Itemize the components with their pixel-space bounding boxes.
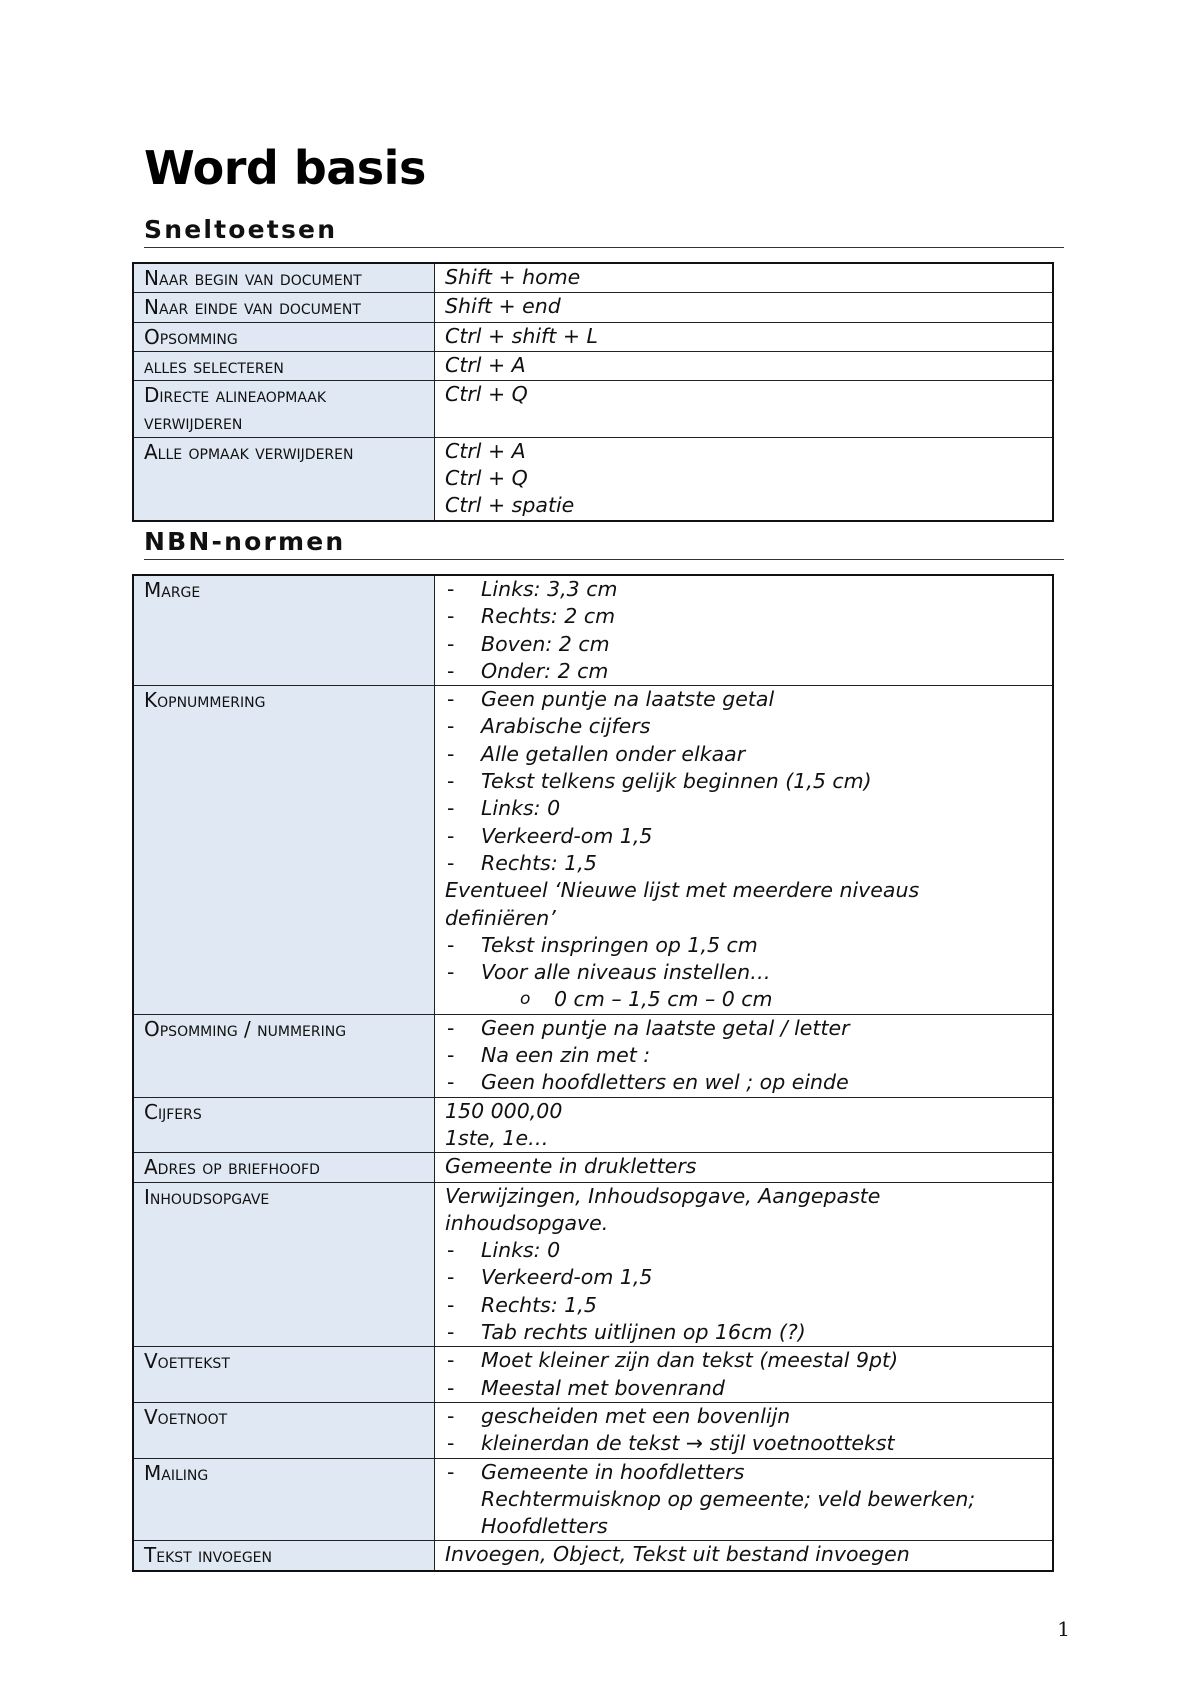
text-line: Gemeente in drukletters <box>445 1154 697 1179</box>
norm-details <box>435 1458 1054 1541</box>
bullet-item: - Tekst telkens gelijk beginnen (1,5 cm) <box>445 768 1042 795</box>
norm-label: Kopnummering <box>133 686 435 1015</box>
table-row <box>133 1097 1053 1153</box>
bullet-item: - Onder: 2 cm <box>445 658 1042 685</box>
table-row <box>133 1402 1053 1458</box>
bullet-item: - kleinerdan de tekst → stijl voetnoottekst <box>445 1430 1042 1457</box>
bullet-item: - Gemeente in hoofdletters <box>445 1459 1042 1486</box>
text-line: Eventueel ‘Nieuwe lijst met meerdere niveaus <box>445 878 920 903</box>
bullet-item: - Tekst inspringen op 1,5 cm <box>445 932 1042 959</box>
shortcut-key-combo: Shift + home <box>445 265 581 289</box>
shortcut-key-combo: Ctrl + Q <box>445 382 528 407</box>
norm-label: Mailing <box>133 1458 435 1541</box>
bullet-item: - Alle getallen onder elkaar <box>445 741 1042 768</box>
shortcut-key-combo: Ctrl + spatie <box>445 493 575 518</box>
shortcut-label <box>133 381 435 438</box>
bullet-item: - Tab rechts uitlijnen op 16cm (?) <box>445 1319 1042 1346</box>
norm-label: Cijfers <box>133 1097 435 1153</box>
bullet-item: - Links: 0 <box>445 795 1042 822</box>
norm-details <box>435 1347 1054 1403</box>
shortcut-keys <box>435 351 1054 380</box>
shortcut-label-line: verwijderen <box>144 410 243 435</box>
shortcut-keys <box>435 437 1054 520</box>
shortcut-label: Naar begin van document <box>133 263 435 293</box>
text-line: inhoudsopgave. <box>445 1210 609 1235</box>
shortcut-label: Alle opmaak verwijderen <box>133 437 435 520</box>
text-line: Invoegen, Object, Tekst uit bestand invoegen <box>445 1542 910 1567</box>
nbn-norms-table <box>132 574 1054 1572</box>
shortcut-label: alles selecteren <box>133 351 435 380</box>
bullet-item: - Verkeerd-om 1,5 <box>445 1264 1042 1291</box>
bullet-item: - Geen puntje na laatste getal / letter <box>445 1015 1042 1042</box>
document-title: Word basis <box>144 141 426 195</box>
norm-details <box>435 1182 1054 1347</box>
table-row <box>133 1541 1053 1571</box>
norm-label: Tekst invoegen <box>133 1541 435 1571</box>
bullet-item: - Geen hoofdletters en wel ; op einde <box>445 1069 1042 1096</box>
table-row <box>133 575 1053 686</box>
bullet-item: - gescheiden met een bovenlijn <box>445 1403 1042 1430</box>
shortcut-key-combo: Shift + end <box>445 294 561 319</box>
shortcut-keys <box>435 322 1054 351</box>
norm-label: Voetnoot <box>133 1402 435 1458</box>
text-line: definiëren’ <box>445 905 556 930</box>
table-row <box>133 1014 1053 1097</box>
norm-label: Opsomming / nummering <box>133 1014 435 1097</box>
bullet-item: - Na een zin met : <box>445 1042 1042 1069</box>
norm-details <box>435 1541 1054 1571</box>
text-line: 1ste, 1e… <box>445 1125 549 1150</box>
bullet-item: - Voor alle niveaus instellen… <box>445 959 1042 986</box>
table-row <box>133 1182 1053 1347</box>
page-number: 1 <box>1057 1617 1070 1641</box>
shortcut-keys <box>435 293 1054 322</box>
table-row <box>133 293 1053 322</box>
text-line: Rechtermuisknop op gemeente; veld bewerken; <box>481 1486 976 1511</box>
section-heading-sneltoetsen: Sneltoetsen <box>144 214 1064 248</box>
norm-label: Adres op briefhoofd <box>133 1153 435 1182</box>
norm-label: Voettekst <box>133 1347 435 1403</box>
shortcut-key-combo: Ctrl + A <box>445 352 526 377</box>
table-row <box>133 322 1053 351</box>
norm-label: Inhoudsopgave <box>133 1182 435 1347</box>
shortcut-keys <box>435 263 1054 293</box>
shortcut-label: Opsomming <box>133 322 435 351</box>
bullet-item: - Rechts: 2 cm <box>445 603 1042 630</box>
norm-details <box>435 575 1054 686</box>
norm-details <box>435 1153 1054 1182</box>
sub-bullet-item: o 0 cm – 1,5 cm – 0 cm <box>445 986 1042 1013</box>
bullet-item: - Rechts: 1,5 <box>445 850 1042 877</box>
norm-details <box>435 1014 1054 1097</box>
shortcut-key-combo: Ctrl + A <box>445 438 526 463</box>
bullet-item: - Links: 0 <box>445 1237 1042 1264</box>
shortcut-label: Naar einde van document <box>133 293 435 322</box>
table-row <box>133 1458 1053 1541</box>
norm-label: Marge <box>133 575 435 686</box>
bullet-item: - Verkeerd-om 1,5 <box>445 823 1042 850</box>
shortcut-key-combo: Ctrl + shift + L <box>445 323 598 348</box>
bullet-item: - Links: 3,3 cm <box>445 576 1042 603</box>
shortcuts-table <box>132 262 1054 522</box>
table-row <box>133 381 1053 438</box>
table-row <box>133 1347 1053 1403</box>
text-line: Hoofdletters <box>481 1514 608 1539</box>
table-row <box>133 351 1053 380</box>
shortcut-key-combo: Ctrl + Q <box>445 466 528 491</box>
table-row <box>133 1153 1053 1182</box>
norm-details <box>435 1402 1054 1458</box>
bullet-item: - Meestal met bovenrand <box>445 1375 1042 1402</box>
text-line: Verwijzingen, Inhoudsopgave, Aangepaste <box>445 1183 881 1208</box>
section-heading-nbn-normen: NBN-normen <box>144 526 1064 560</box>
bullet-item: - Rechts: 1,5 <box>445 1292 1042 1319</box>
bullet-item: - Boven: 2 cm <box>445 631 1042 658</box>
shortcut-label-line: Directe alineaopmaak <box>144 383 327 408</box>
table-row <box>133 437 1053 520</box>
table-row <box>133 686 1053 1015</box>
text-line: 150 000,00 <box>445 1098 563 1123</box>
table-row <box>133 263 1053 293</box>
norm-details <box>435 686 1054 1015</box>
norm-details <box>435 1097 1054 1153</box>
bullet-item: - Moet kleiner zijn dan tekst (meestal 9pt) <box>445 1347 1042 1374</box>
bullet-item: - Arabische cijfers <box>445 713 1042 740</box>
shortcut-keys <box>435 381 1054 438</box>
bullet-item: - Geen puntje na laatste getal <box>445 686 1042 713</box>
